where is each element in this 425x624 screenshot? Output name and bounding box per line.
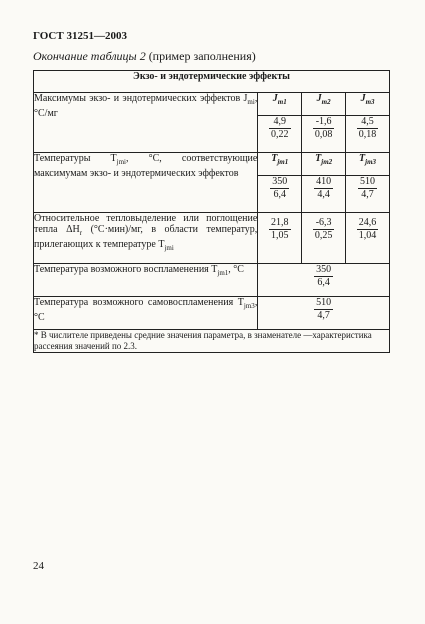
section-title: Экзо- и эндотермические эффекты (34, 71, 390, 93)
value-cell-span: $\frac{350}{6,4}$ (258, 264, 390, 297)
symbol-cell: $J_{m3}$ (346, 93, 390, 116)
value-cell: $\frac{4,9}{0,22}$ (258, 116, 302, 153)
symbol-cell: $T_{jm3}$ (346, 153, 390, 176)
row-label-ignition-temp: Температура возможного воспламенения $T_{jm1}$, °С (34, 264, 258, 297)
caption-rest: (пример заполнения) (145, 49, 256, 63)
value-cell: $\frac{-6,3}{0,25}$ (302, 213, 346, 264)
row-label-self-ignition-temp: Температура возможного самовоспламенения $T_{jm3}$, °С (34, 297, 258, 330)
value-cell: $\frac{21,8}{1,05}$ (258, 213, 302, 264)
caption-italic: Окончание таблицы 2 (33, 49, 146, 63)
symbol-cell: $J_{m1}$ (258, 93, 302, 116)
row-label-temperatures: Температуры $T_{jmi}$, °С, соответствующие максимумам экзо- и эндотермических эффектов (34, 153, 258, 213)
table-caption (33, 49, 256, 64)
symbol-cell: $J_{m2}$ (302, 93, 346, 116)
value-cell-span: $\frac{510}{4,7}$ (258, 297, 390, 330)
page-number: 24 (33, 560, 44, 572)
effects-table (33, 70, 390, 353)
value-cell: $\frac{24,6}{1,04}$ (346, 213, 390, 264)
symbol-cell: $T_{jm1}$ (258, 153, 302, 176)
value-cell: $\frac{-1,6}{0,08}$ (302, 116, 346, 153)
document-header: ГОСТ 31251—2003 (33, 30, 127, 42)
row-label-heat-release: Относительное тепловыделение или поглощение тепла $\Delta H_r$ (°С·мин)/мг, в области температур, прилегающих к температуре $T_{jmi}$ (34, 213, 258, 264)
symbol-cell: $T_{jm2}$ (302, 153, 346, 176)
value-cell: $\frac{350}{6,4}$ (258, 176, 302, 213)
value-cell: $\frac{410}{4,4}$ (302, 176, 346, 213)
value-cell: $\frac{510}{4,7}$ (346, 176, 390, 213)
row-label-max-effects: Максимумы экзо- и эндотермических эффектов $J_{mi}$, °С/мг (34, 93, 258, 153)
table-footnote: * В числителе приведены средние значения параметра, в знаменателе —характеристика рассеяния значений по 2.3. (34, 330, 390, 353)
value-cell: $\frac{4,5}{0,18}$ (346, 116, 390, 153)
